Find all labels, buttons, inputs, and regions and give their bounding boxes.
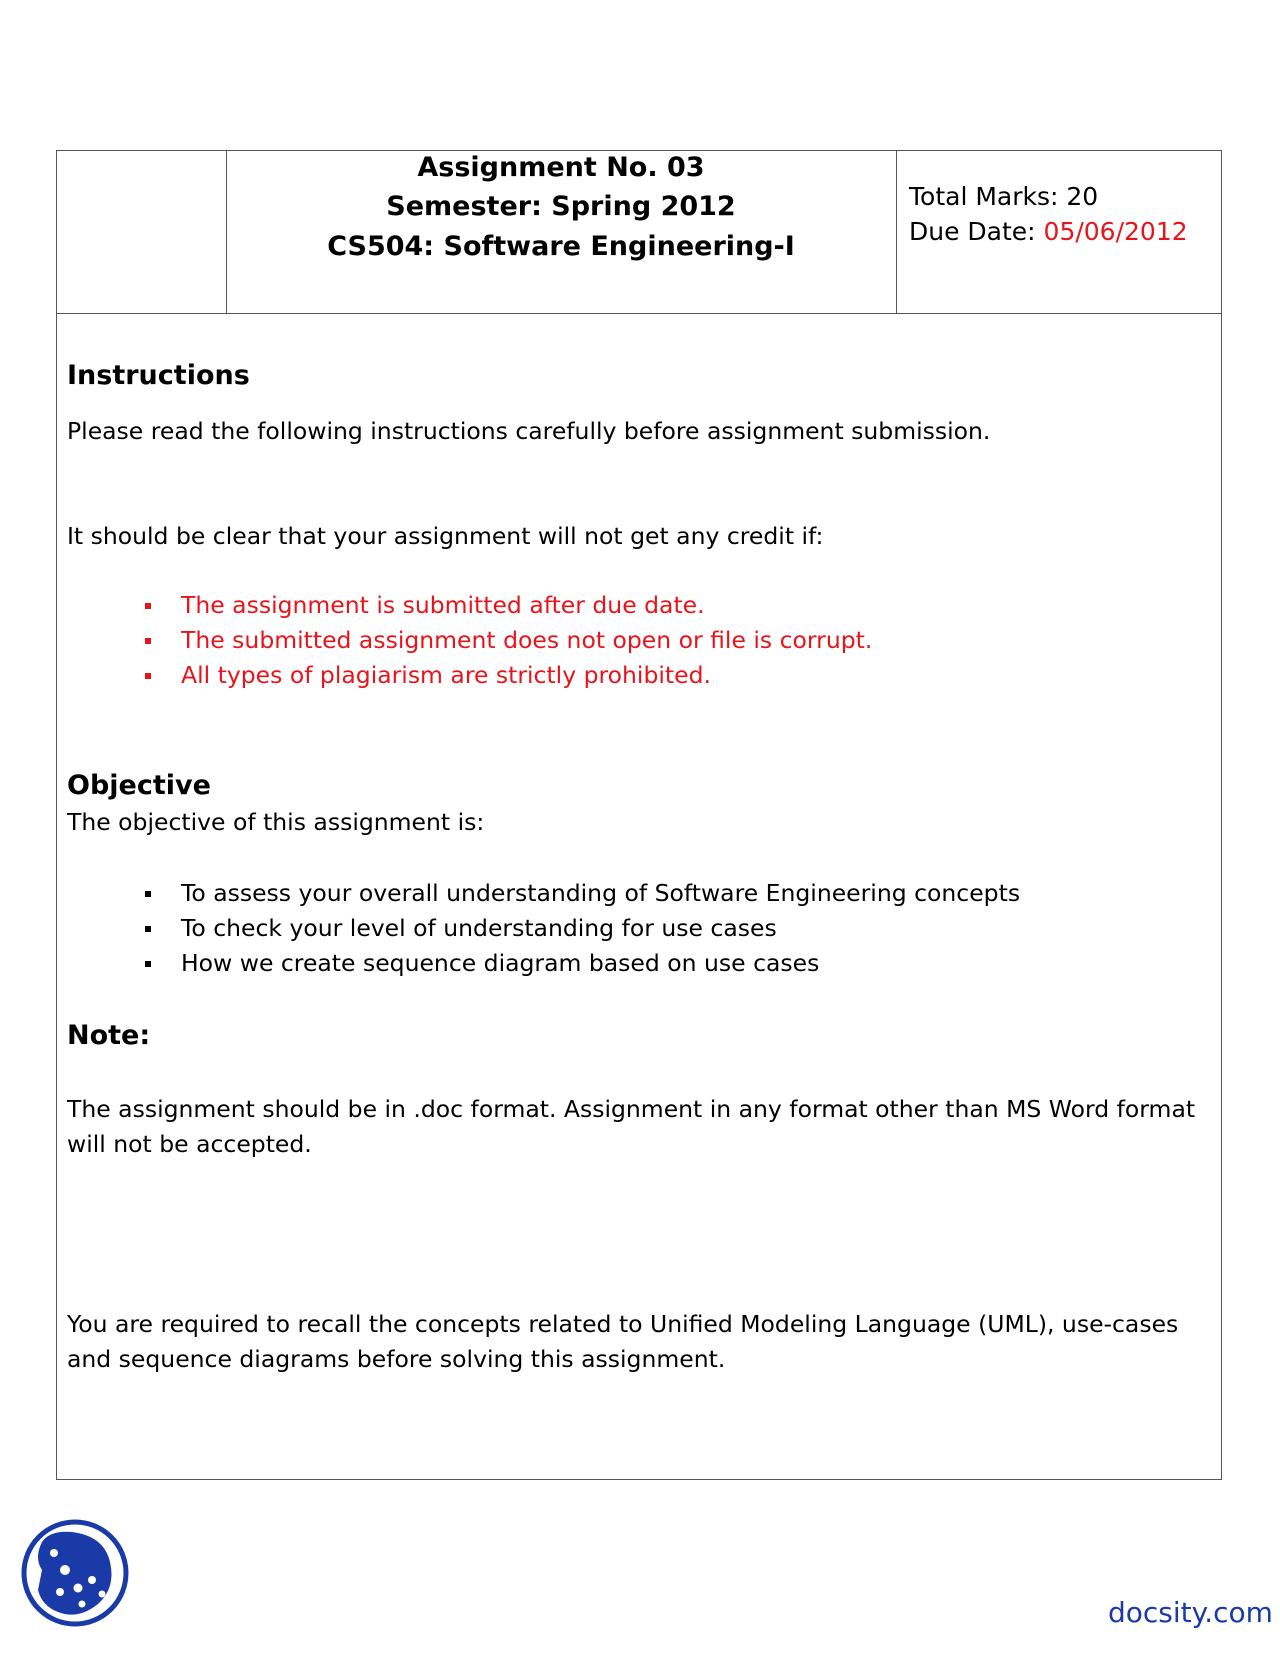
list-item-text: All types of plagiarism are strictly prohibited.: [181, 661, 711, 689]
objective-list: [145, 876, 1020, 981]
header-table: [57, 151, 1221, 314]
bullet-icon: [145, 891, 151, 897]
list-item-text: To assess your overall understanding of Software Engineering concepts: [181, 879, 1021, 907]
bullet-icon: [145, 603, 151, 609]
due-date: [909, 216, 1188, 248]
total-marks: Total Marks: 20: [909, 182, 1099, 211]
header-title-cell: [226, 151, 897, 313]
instructions-intro: Please read the following instructions carefully before assignment submission.: [67, 417, 991, 445]
bullet-icon: [145, 961, 151, 967]
docsity-logo-icon[interactable]: [20, 1518, 130, 1628]
bullet-icon: [145, 673, 151, 679]
header-blank-cell: [57, 151, 227, 313]
list-item-text: The submitted assignment does not open or file is corrupt.: [181, 626, 873, 654]
credit-note: It should be clear that your assignment will not get any credit if:: [67, 522, 824, 550]
recall-note: You are required to recall the concepts related to Unified Modeling Language (UML), use-cases and sequence diagrams before solving this assignment.: [67, 1310, 1179, 1373]
course-title: CS504: Software Engineering-I: [327, 231, 795, 262]
docsity-brand-link[interactable]: docsity.com: [1108, 1596, 1273, 1629]
instructions-heading: Instructions: [67, 360, 250, 391]
list-item-text: The assignment is submitted after due date.: [181, 591, 705, 619]
list-item-text: How we create sequence diagram based on use cases: [181, 949, 820, 977]
assignment-title: Assignment No. 03: [417, 152, 705, 183]
due-date-label: Due Date:: [909, 217, 1044, 246]
list-item: [145, 876, 1020, 911]
format-note: The assignment should be in .doc format. Assignment in any format other than MS Word format will not be accepted.: [67, 1095, 1196, 1158]
semester-label: Semester: Spring 2012: [386, 191, 736, 222]
header-meta-cell: [897, 151, 1221, 313]
list-item: [145, 946, 1020, 981]
list-item: [145, 658, 872, 693]
objective-intro: The objective of this assignment is:: [67, 808, 485, 836]
list-item: [145, 623, 872, 658]
bullet-icon: [145, 926, 151, 932]
list-item: [145, 911, 1020, 946]
list-item-text: To check your level of understanding for use cases: [181, 914, 777, 942]
note-heading: Note:: [67, 1020, 151, 1051]
bullet-icon: [145, 638, 151, 644]
due-date-value: 05/06/2012: [1043, 217, 1188, 246]
no-credit-list: [145, 588, 872, 693]
list-item: [145, 588, 872, 623]
objective-heading: Objective: [67, 770, 211, 801]
